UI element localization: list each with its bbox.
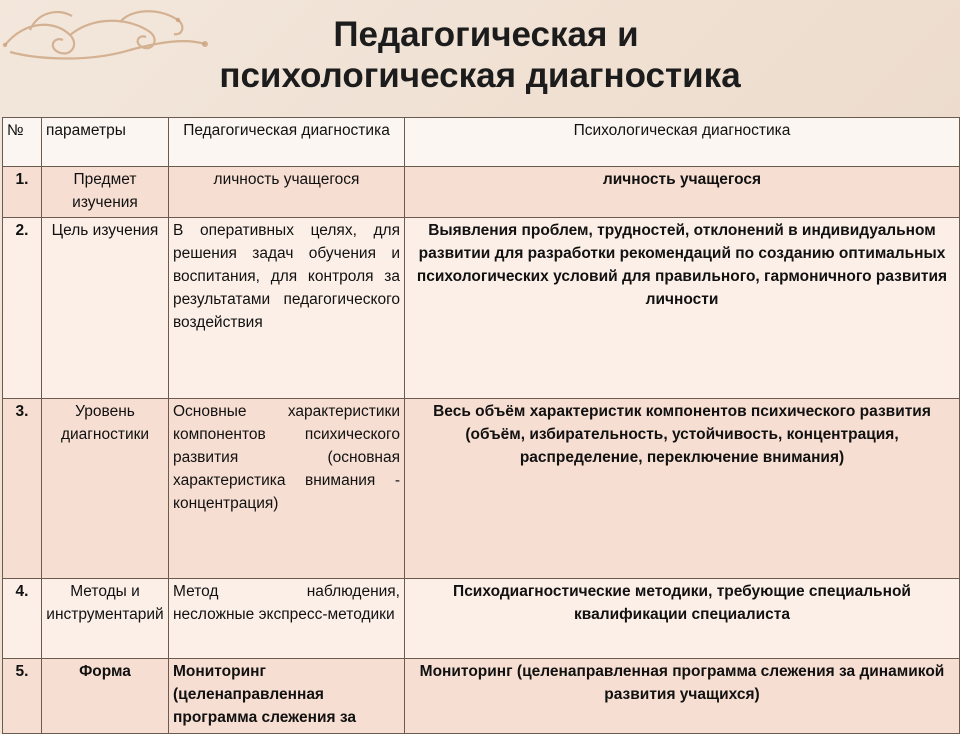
row-pedagogical: Метод наблюдения, несложные экспресс-методики xyxy=(169,579,405,659)
row-psychological: Весь объём характеристик компонентов психического развития (объём, избирательность, устойчивость, концентрация, распределение, переключение внимания) xyxy=(405,399,960,579)
row-pedagogical: Мониторинг (целенаправленная программа слежения за xyxy=(169,659,405,734)
row-psychological: Психодиагностические методики, требующие специальной квалификации специалиста xyxy=(405,579,960,659)
row-number: 4. xyxy=(3,579,42,659)
comparison-table xyxy=(2,117,960,734)
table-row xyxy=(3,579,960,659)
table-row xyxy=(3,659,960,734)
table-row xyxy=(3,218,960,399)
row-pedagogical: личность учащегося xyxy=(169,167,405,218)
row-number: 1. xyxy=(3,167,42,218)
row-parameter: Цель изучения xyxy=(42,218,169,399)
row-number: 3. xyxy=(3,399,42,579)
header-number: № xyxy=(3,118,42,167)
header-psychological: Психологическая диагностика xyxy=(405,118,960,167)
table-row xyxy=(3,167,960,218)
row-parameter: Предмет изучения xyxy=(42,167,169,218)
header-pedagogical: Педагогическая диагностика xyxy=(169,118,405,167)
row-number: 5. xyxy=(3,659,42,734)
row-parameter: Форма xyxy=(42,659,169,734)
row-pedagogical: Основные характеристики компонентов психического развития (основная характеристика внимания - концентрация) xyxy=(169,399,405,579)
row-psychological: Мониторинг (целенаправленная программа слежения за динамикой развития учащихся) xyxy=(405,659,960,734)
title-line-2: психологическая диагностика xyxy=(219,56,741,95)
page-title xyxy=(0,14,960,96)
row-psychological: Выявления проблем, трудностей, отклонений в индивидуальном развитии для разработки рекомендаций по созданию оптимальных психологических условий для правильного, гармоничного развития личности xyxy=(405,218,960,399)
table-row xyxy=(3,399,960,579)
row-pedagogical: В оперативных целях, для решения задач обучения и воспитания, для контроля за результатами педагогического воздействия xyxy=(169,218,405,399)
row-parameter: Методы и инструментарий xyxy=(42,579,169,659)
title-line-1: Педагогическая и xyxy=(333,15,639,54)
table-header-row xyxy=(3,118,960,167)
row-psychological: личность учащегося xyxy=(405,167,960,218)
header-parameters: параметры xyxy=(42,118,169,167)
row-parameter: Уровень диагностики xyxy=(42,399,169,579)
row-number: 2. xyxy=(3,218,42,399)
